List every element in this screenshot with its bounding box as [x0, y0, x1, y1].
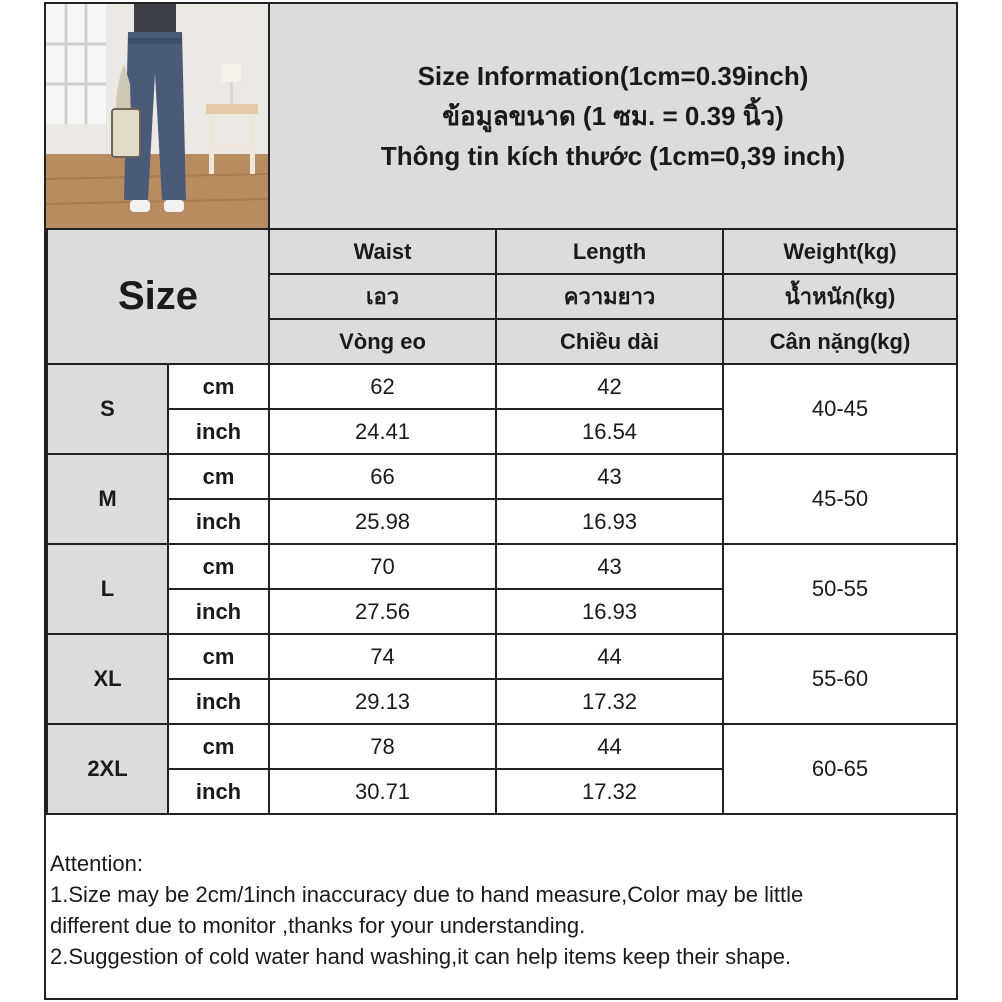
- unit-cell: cm: [168, 634, 269, 679]
- length-cell: 16.93: [496, 589, 723, 634]
- waist-cell: 70: [269, 544, 496, 589]
- weight-cell: 45-50: [723, 454, 957, 544]
- attention-note-line: 2.Suggestion of cold water hand washing,it can help items keep their shape.: [50, 944, 792, 969]
- length-header-vi: Chiều dài: [496, 319, 723, 364]
- size-info-line-en: Size Information(1cm=0.39inch): [417, 61, 809, 91]
- attention-note-line: different due to monitor ,thanks for your understanding.: [50, 913, 586, 938]
- size-column-title: Size: [47, 229, 269, 364]
- unit-cell: inch: [168, 769, 269, 814]
- length-cell: 44: [496, 724, 723, 769]
- length-cell: 43: [496, 544, 723, 589]
- product-photo: [46, 4, 270, 228]
- waist-header-vi: Vòng eo: [269, 319, 496, 364]
- weight-cell: 40-45: [723, 364, 957, 454]
- header-row-en: [47, 229, 957, 274]
- size-table: [46, 228, 958, 815]
- unit-cell: cm: [168, 364, 269, 409]
- unit-cell: inch: [168, 679, 269, 724]
- size-cell: S: [47, 364, 168, 454]
- unit-cell: inch: [168, 589, 269, 634]
- waist-header-en: Waist: [269, 229, 496, 274]
- table-row: [47, 724, 957, 769]
- attention-notes: [46, 842, 956, 998]
- waist-cell: 25.98: [269, 499, 496, 544]
- length-cell: 42: [496, 364, 723, 409]
- size-cell: L: [47, 544, 168, 634]
- weight-cell: 50-55: [723, 544, 957, 634]
- length-header-en: Length: [496, 229, 723, 274]
- weight-header-vi: Cân nặng(kg): [723, 319, 957, 364]
- size-cell: M: [47, 454, 168, 544]
- table-row: [47, 544, 957, 589]
- waist-cell: 27.56: [269, 589, 496, 634]
- waist-cell: 29.13: [269, 679, 496, 724]
- length-header-th: ความยาว: [496, 274, 723, 319]
- length-cell: 16.54: [496, 409, 723, 454]
- length-cell: 43: [496, 454, 723, 499]
- waist-cell: 62: [269, 364, 496, 409]
- table-row: [47, 364, 957, 409]
- attention-note-line: 1.Size may be 2cm/1inch inaccuracy due to hand measure,Color may be little: [50, 882, 804, 907]
- unit-cell: inch: [168, 499, 269, 544]
- size-chart: [44, 2, 958, 1000]
- weight-cell: 55-60: [723, 634, 957, 724]
- size-cell: 2XL: [47, 724, 168, 814]
- length-cell: 16.93: [496, 499, 723, 544]
- product-photo-illustration: [46, 4, 268, 228]
- size-cell: XL: [47, 634, 168, 724]
- waist-cell: 24.41: [269, 409, 496, 454]
- unit-cell: cm: [168, 724, 269, 769]
- table-row: [47, 454, 957, 499]
- table-row: [47, 634, 957, 679]
- size-info-line-th: ข้อมูลขนาด (1 ซม. = 0.39 นิ้ว): [442, 101, 784, 131]
- unit-cell: cm: [168, 454, 269, 499]
- waist-cell: 74: [269, 634, 496, 679]
- unit-cell: inch: [168, 409, 269, 454]
- weight-header-en: Weight(kg): [723, 229, 957, 274]
- size-info-line-vi: Thông tin kích thước (1cm=0,39 inch): [380, 141, 846, 171]
- waist-header-th: เอว: [269, 274, 496, 319]
- attention-heading: Attention:: [50, 851, 143, 876]
- length-cell: 17.32: [496, 679, 723, 724]
- length-cell: 44: [496, 634, 723, 679]
- length-cell: 17.32: [496, 769, 723, 814]
- weight-cell: 60-65: [723, 724, 957, 814]
- unit-cell: cm: [168, 544, 269, 589]
- weight-header-th: น้ำหนัก(kg): [723, 274, 957, 319]
- waist-cell: 66: [269, 454, 496, 499]
- waist-cell: 30.71: [269, 769, 496, 814]
- waist-cell: 78: [269, 724, 496, 769]
- size-information-header: [270, 4, 956, 228]
